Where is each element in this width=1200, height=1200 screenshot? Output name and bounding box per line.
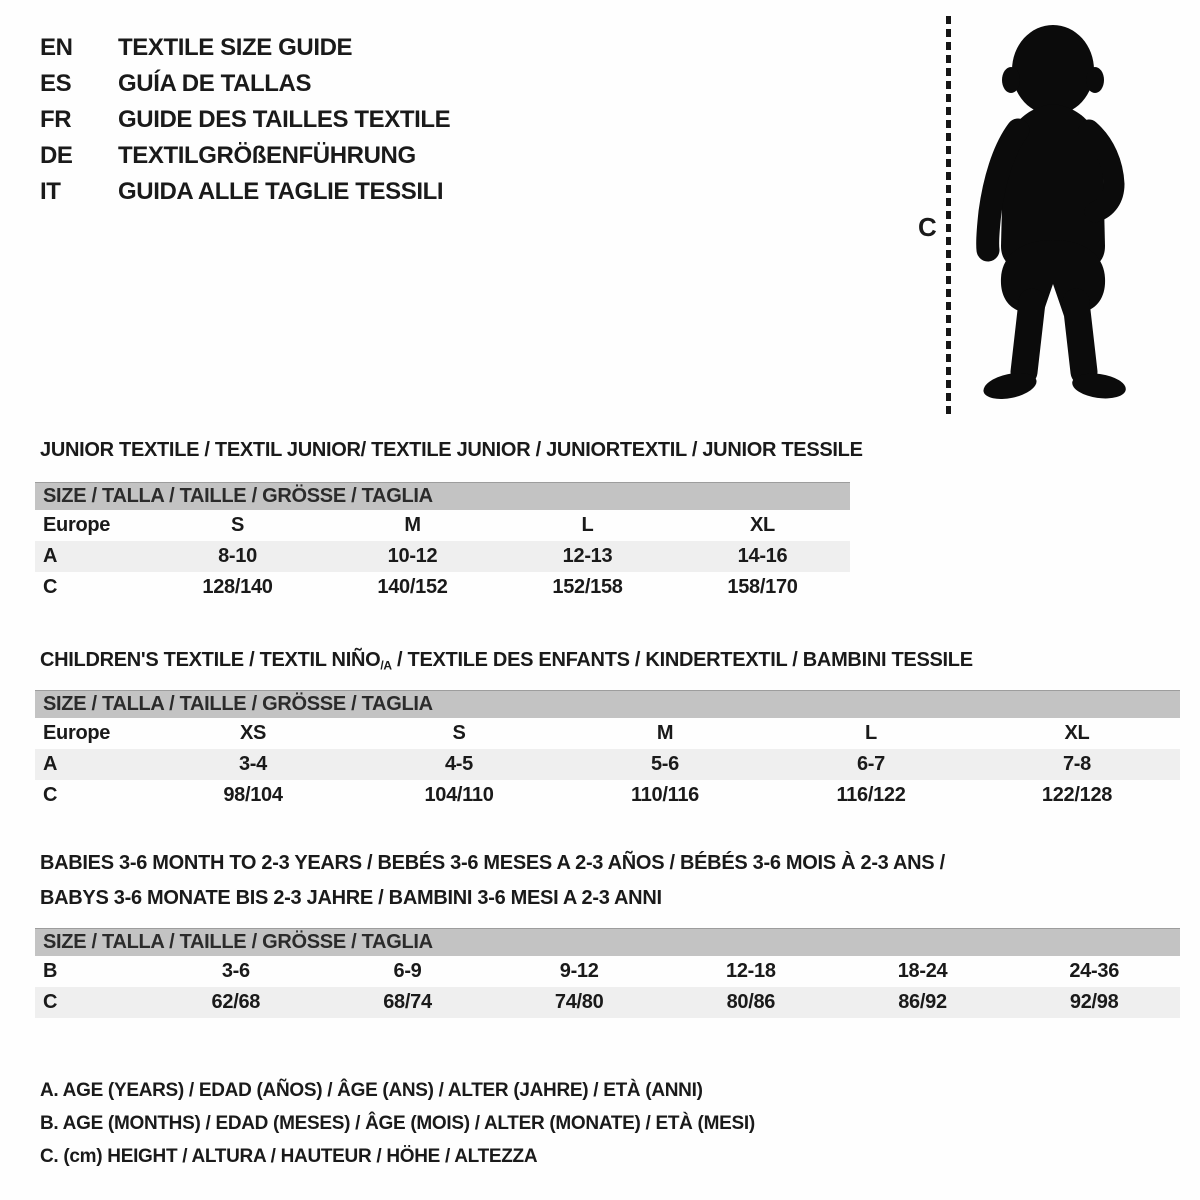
row-label: Europe <box>43 514 111 536</box>
size-cell: 80/86 <box>726 991 776 1013</box>
size-cell: 6-9 <box>393 960 422 982</box>
size-cell: M <box>656 722 674 744</box>
size-cell: 18-24 <box>897 960 948 982</box>
size-cell: 10-12 <box>387 545 438 567</box>
size-header-label: SIZE / TALLA / TAILLE / GRÖSSE / TAGLIA <box>43 485 433 507</box>
size-cell: 3-6 <box>221 960 250 982</box>
size-cell: 74/80 <box>554 991 604 1013</box>
size-header-label: SIZE / TALLA / TAILLE / GRÖSSE / TAGLIA <box>43 931 433 953</box>
children-title-rest: / TEXTILE DES ENFANTS / KINDERTEXTIL / BAMBINI TESSILE <box>391 649 973 671</box>
guide-title-es: GUÍA DE TALLAS <box>118 70 312 97</box>
language-code: EN <box>40 34 73 61</box>
size-cell: 14-16 <box>737 545 788 567</box>
language-code: FR <box>40 106 72 133</box>
table-row-age-months <box>35 956 1180 987</box>
row-label: C <box>43 784 58 806</box>
junior-size-table <box>35 482 850 603</box>
guide-title-it: GUIDA ALLE TAGLIE TESSILI <box>118 178 444 205</box>
size-header-bar <box>35 482 850 510</box>
size-cell: 98/104 <box>223 784 283 806</box>
size-cell: 12-13 <box>562 545 613 567</box>
height-measure-label: C <box>918 212 937 242</box>
table-row-height-cm <box>35 780 1180 811</box>
size-cell: 140/152 <box>377 576 448 598</box>
junior-section-title: JUNIOR TEXTILE / TEXTIL JUNIOR/ TEXTILE JUNIOR / JUNIORTEXTIL / JUNIOR TESSILE <box>40 439 863 461</box>
guide-title-de: TEXTILGRÖßENFÜHRUNG <box>118 142 416 169</box>
size-cell: 62/68 <box>211 991 261 1013</box>
table-row-height-cm <box>35 987 1180 1018</box>
table-row-europe <box>35 510 850 541</box>
size-cell: 128/140 <box>202 576 273 598</box>
size-cell: XS <box>239 722 267 744</box>
child-silhouette-icon <box>958 14 1143 416</box>
children-size-table <box>35 690 1180 811</box>
size-cell: 122/128 <box>1041 784 1113 806</box>
size-cell: 104/110 <box>424 784 494 806</box>
language-code: ES <box>40 70 72 97</box>
table-row-age-years <box>35 541 850 572</box>
row-label: B <box>43 960 58 982</box>
row-label: C <box>43 576 58 598</box>
language-row-es <box>40 66 450 102</box>
footnote-age-months: B. AGE (MONTHS) / EDAD (MESES) / ÂGE (MOIS) / ALTER (MONATE) / ETÀ (MESI) <box>40 1113 755 1134</box>
size-cell: 8-10 <box>218 545 257 567</box>
size-cell: XL <box>750 514 775 536</box>
size-header-bar <box>35 928 1180 956</box>
language-code: DE <box>40 142 73 169</box>
language-row-de <box>40 138 450 174</box>
size-cell: S <box>452 722 466 744</box>
height-figure <box>900 0 1200 430</box>
language-code: IT <box>40 178 61 205</box>
height-measure-dashed-line <box>946 16 951 416</box>
size-cell: 110/116 <box>631 784 699 806</box>
size-header-bar <box>35 690 1180 718</box>
size-cell: M <box>404 514 421 536</box>
row-label: C <box>43 991 58 1013</box>
row-label: Europe <box>43 722 111 744</box>
children-title-main: CHILDREN'S TEXTILE / TEXTIL NIÑO <box>40 649 381 671</box>
size-cell: L <box>865 722 877 744</box>
size-cell: XL <box>1064 722 1090 744</box>
table-row-europe <box>35 718 1180 749</box>
size-cell: 9-12 <box>559 960 599 982</box>
row-label: A <box>43 545 58 567</box>
row-label: A <box>43 753 58 775</box>
babies-size-table <box>35 928 1180 1018</box>
size-cell: 86/92 <box>898 991 947 1013</box>
babies-section-title <box>40 846 1020 916</box>
language-row-en <box>40 30 450 66</box>
footnote-height-cm: C. (cm) HEIGHT / ALTURA / HAUTEUR / HÖHE / ALTEZZA <box>40 1146 538 1167</box>
size-cell: S <box>230 514 245 536</box>
size-cell: 68/74 <box>383 991 432 1013</box>
size-cell: 12-18 <box>726 960 776 982</box>
footnote-age-years: A. AGE (YEARS) / EDAD (AÑOS) / ÂGE (ANS) / ALTER (JAHRE) / ETÀ (ANNI) <box>40 1080 703 1101</box>
language-row-it <box>40 174 450 210</box>
size-cell: 116/122 <box>836 784 906 806</box>
size-header-label: SIZE / TALLA / TAILLE / GRÖSSE / TAGLIA <box>43 693 433 715</box>
legend-footnotes <box>40 1074 755 1173</box>
size-cell: 152/158 <box>552 576 623 598</box>
table-row-age-years <box>35 749 1180 780</box>
babies-title-line1: BABIES 3-6 MONTH TO 2-3 YEARS / BEBÉS 3-6 MESES A 2-3 AÑOS / BÉBÉS 3-6 MOIS À 2-3 ANS / <box>40 852 945 874</box>
size-cell: 7-8 <box>1062 753 1091 775</box>
size-cell: 92/98 <box>1069 991 1119 1013</box>
size-cell: 158/170 <box>727 576 798 598</box>
guide-title-fr: GUIDE DES TAILLES TEXTILE <box>118 106 451 133</box>
babies-title-line2: BABYS 3-6 MONATE BIS 2-3 JAHRE / BAMBINI 3-6 MESI A 2-3 ANNI <box>40 887 662 909</box>
language-row-fr <box>40 102 450 138</box>
table-row-height-cm <box>35 572 850 603</box>
size-cell: 4-5 <box>444 753 473 775</box>
language-title-list <box>40 30 450 210</box>
children-section-title <box>40 648 973 677</box>
size-cell: L <box>581 514 594 536</box>
size-cell: 3-4 <box>238 753 267 775</box>
size-cell: 5-6 <box>650 753 679 775</box>
guide-title-en: TEXTILE SIZE GUIDE <box>118 34 353 61</box>
size-cell: 6-7 <box>856 753 885 775</box>
size-cell: 24-36 <box>1069 960 1120 982</box>
children-title-sub: /A <box>380 658 392 673</box>
